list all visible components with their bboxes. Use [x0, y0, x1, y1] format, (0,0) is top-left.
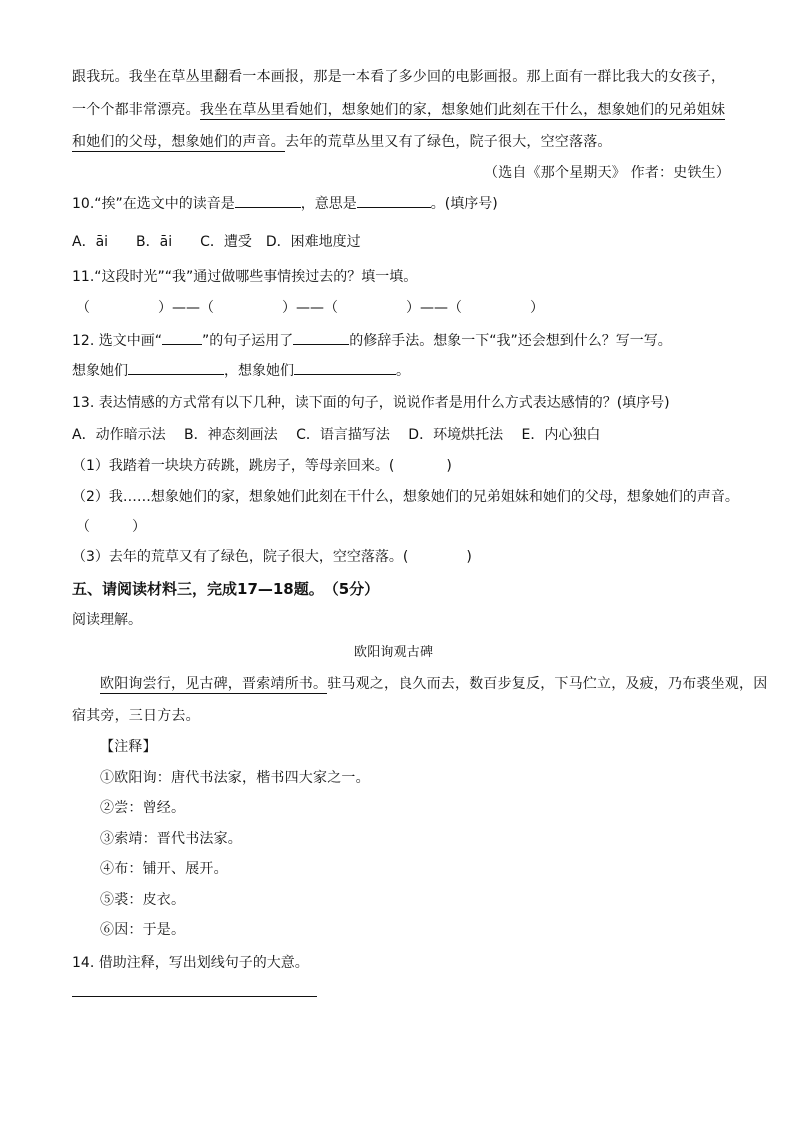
note-item: ⑥因：于是。: [100, 922, 186, 938]
classical-text-rest: 驻马观之，良久而去，数百步复反，下马伫立，及疲，乃布裘坐观，因: [327, 676, 768, 692]
q10-options: A．āi B．āi C．遭受 D．困难地度过: [72, 234, 361, 250]
question-10: [72, 193, 498, 213]
q11-paren-1: （: [76, 300, 90, 316]
note-item: ②尝：曾经。: [100, 800, 186, 816]
q13-sentence-1: [72, 455, 452, 475]
q10-text-b: ，意思是: [300, 196, 357, 212]
q12-blank-1[interactable]: [162, 330, 202, 345]
classical-text-title: 欧阳询观古碑: [354, 645, 434, 660]
passage-line-2-plain: 一个个都非常漂亮。: [72, 102, 200, 118]
passage-line-1: 跟我玩。我坐在草丛里翻看一本画报，那是一本看了多少回的电影画报。那上面有一群比我大的女孩子，: [72, 69, 726, 85]
question-13: 13. 表达情感的方式常有以下几种，读下面的句子，说说作者是用什么方式表达感情的？(填序号): [72, 395, 670, 411]
note-item: ③索靖：晋代书法家。: [100, 831, 242, 847]
q11-paren-3: ）——（: [282, 300, 338, 316]
q14-answer-line[interactable]: [72, 996, 317, 997]
classical-underlined-sentence: 欧阳询尝行，见古碑，晋索靖所书。: [100, 676, 328, 692]
q13-sentence-2: （2）我……想象她们的家，想象她们此刻在干什么，想象她们的兄弟姐妹和她们的父母，想象她们的声音。: [72, 489, 739, 505]
q12-blank-2[interactable]: [293, 330, 349, 345]
q11-paren-2: ）——（: [158, 300, 214, 316]
classical-text-line-1: [100, 673, 767, 693]
passage-line-3: [72, 131, 612, 151]
question-12: [72, 330, 672, 350]
question-14: 14. 借助注释，写出划线句子的大意。: [72, 955, 309, 971]
note-item: ⑤裘：皮衣。: [100, 892, 186, 908]
q12-blank-4[interactable]: [294, 360, 396, 375]
q13-s2-close: ）: [132, 519, 146, 535]
q12-line-2: [72, 360, 410, 380]
q10-text-c: 。(填序号): [430, 196, 498, 212]
q11-chain: [76, 297, 544, 317]
notes-label: 【注释】: [100, 739, 157, 755]
q13-s2-open: （: [76, 519, 90, 535]
q12-text-c: 的修辞手法。想象一下“我”还会想到什么？写一写。: [349, 333, 672, 349]
q13-s3-text: （3）去年的荒草又有了绿色，院子很大，空空落落。(: [72, 549, 409, 565]
q11-paren-4: ）——（: [406, 300, 462, 316]
q13-s3-end: ): [466, 549, 472, 565]
q12-text-b: ”的句子运用了: [201, 333, 294, 349]
q13-s1-end: ): [446, 458, 452, 474]
classical-text-line-2: 宿其旁，三日方去。: [72, 708, 200, 724]
passage-line-2: [72, 99, 725, 119]
q10-blank-1[interactable]: [235, 193, 301, 208]
q13-sentence-3: [72, 546, 472, 566]
q12-line2-b: ，想象她们: [224, 363, 294, 379]
q12-line2-c: 。: [396, 363, 410, 379]
section-5-sub: 阅读理解。: [72, 612, 142, 628]
note-item: ④布：铺开、展开。: [100, 861, 228, 877]
underlined-sentence: 我坐在草丛里看她们，想象她们的家，想象她们此刻在干什么，想象她们的兄弟姐妹: [199, 102, 726, 118]
underlined-sentence-cont: 和她们的父母，想象她们的声音。: [72, 134, 285, 150]
q12-text-a: 12. 选文中画“: [72, 333, 162, 349]
q11-paren-5: ）: [530, 300, 544, 316]
q13-s1-text: （1）我踏着一块块方砖跳，跳房子，等母亲回来。(: [72, 458, 395, 474]
section-5-heading: 五、请阅读材料三，完成17—18题。 （5分）: [72, 580, 380, 598]
passage-source: （选自《那个星期天》 作者：史铁生）: [484, 165, 731, 181]
passage-line-3-plain: 去年的荒草丛里又有了绿色，院子很大，空空落落。: [285, 134, 612, 150]
q13-options: A．动作暗示法 B．神态刻画法 C．语言描写法 D．环境烘托法 E．内心独白: [72, 427, 601, 443]
q12-line2-a: 想象她们: [72, 363, 128, 379]
q10-blank-2[interactable]: [357, 193, 431, 208]
note-item: ①欧阳询：唐代书法家，楷书四大家之一。: [100, 770, 370, 786]
question-11: 11.“这段时光”“我”通过做哪些事情挨过去的？填一填。: [72, 269, 418, 285]
q13-s2-answer: [76, 516, 146, 536]
q12-blank-3[interactable]: [128, 360, 224, 375]
q10-text-a: 10.“挨”在选文中的读音是: [72, 196, 235, 212]
